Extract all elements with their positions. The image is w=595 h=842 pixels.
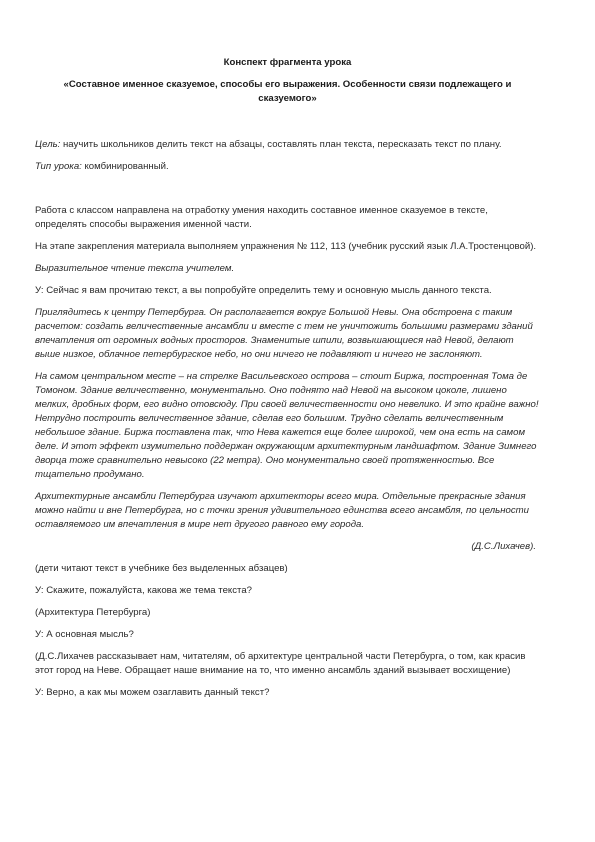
dialog-line: У: Скажите, пожалуйста, какова же тема текста? (35, 585, 252, 596)
text-paragraph-3: Архитектурные ансамбли Петербурга изучают архитекторы всего мира. Отдельные прекрасные здания можно найти и вне Петербурга, но с точки зрения удивительного единства всего ансамбля, по цельности оставляемого им впечатления в мире нет другого равного ему города. (35, 491, 529, 530)
goal-label: Цель: (35, 139, 61, 150)
author-signature: (Д.С.Лихачев). (471, 541, 536, 552)
lesson-type-text: комбинированный. (81, 161, 169, 172)
reading-note: Выразительное чтение текста учителем. (35, 263, 235, 274)
document-title: Конспект фрагмента урока (223, 57, 352, 68)
lesson-type-paragraph (35, 160, 540, 174)
text-paragraph-2: На самом центральном месте – на стрелке Васильевского острова – стоит Биржа, построенная Тома де Томоном. Здание величественно, монументально. Оно поднято над Невой на высоком цоколе, лишено мелких, дробных форм, его видно отовсюду. При своей величественности оно невелико. И это крайне важно! Нетрудно построить величественное здание, сделав его большим. Трудно сделать величественным небольшое здание. Биржа поставлена так, что Нева кажется еще более широкой, чем она есть на самом деле. И этот эффект изумительно поддержан окружающим архитектурным ландшафтом. Здание Зимнего дворца тоже сравнительно невысоко (22 метра). Оно монументально своей протяженностью. Все тщательно продумано. (35, 371, 539, 480)
document-subtitle: «Составное именное сказуемое, способы его выражения. Особенности связи подлежащего и сказуемого» (63, 79, 512, 104)
goal-text: научить школьников делить текст на абзацы, составлять план текста, пересказать текст по плану. (60, 139, 502, 150)
text-paragraph-1: Приглядитесь к центру Петербурга. Он располагается вокруг Большой Невы. Она обстроена с таким расчетом: создать величественные ансамбли и вместе с тем не уничтожить большими размерами зданий впечатления от огромных водных просторов. Знаменитые шпили, возвышающиеся над Невой, делают выше низкое, облачное петербургское небо, но они ничего не подавляют и ничего не заслоняют. (35, 307, 533, 360)
dialog-line: У: Верно, а как мы можем озаглавить данный текст? (35, 687, 270, 698)
goal-paragraph (35, 138, 540, 152)
dialog-line: (Д.С.Лихачев рассказывает нам, читателям, об архитектуре центральной части Петербурга, о том, как красив этот город на Неве. Обращает наше внимание на то, что именно ансамбль зданий вызывает восхищение) (35, 651, 526, 676)
dialog-line: (дети читают текст в учебнике без выделенных абзацев) (35, 563, 288, 574)
exercise-paragraph: На этапе закрепления материала выполняем упражнения № 112, 113 (учебник русский язык Л.А.Тростенцовой). (35, 241, 537, 252)
dialog-line: (Архитектура Петербурга) (35, 607, 151, 618)
intro-paragraph: Работа с классом направлена на отработку умения находить составное именное сказуемое в тексте, определять способы выражения именной части. (35, 205, 488, 230)
dialog-line: У: А основная мысль? (35, 629, 134, 640)
lesson-type-label: Тип урока: (35, 161, 82, 172)
teacher-line: У: Сейчас я вам прочитаю текст, а вы попробуйте определить тему и основную мысль данного текста. (35, 285, 492, 296)
